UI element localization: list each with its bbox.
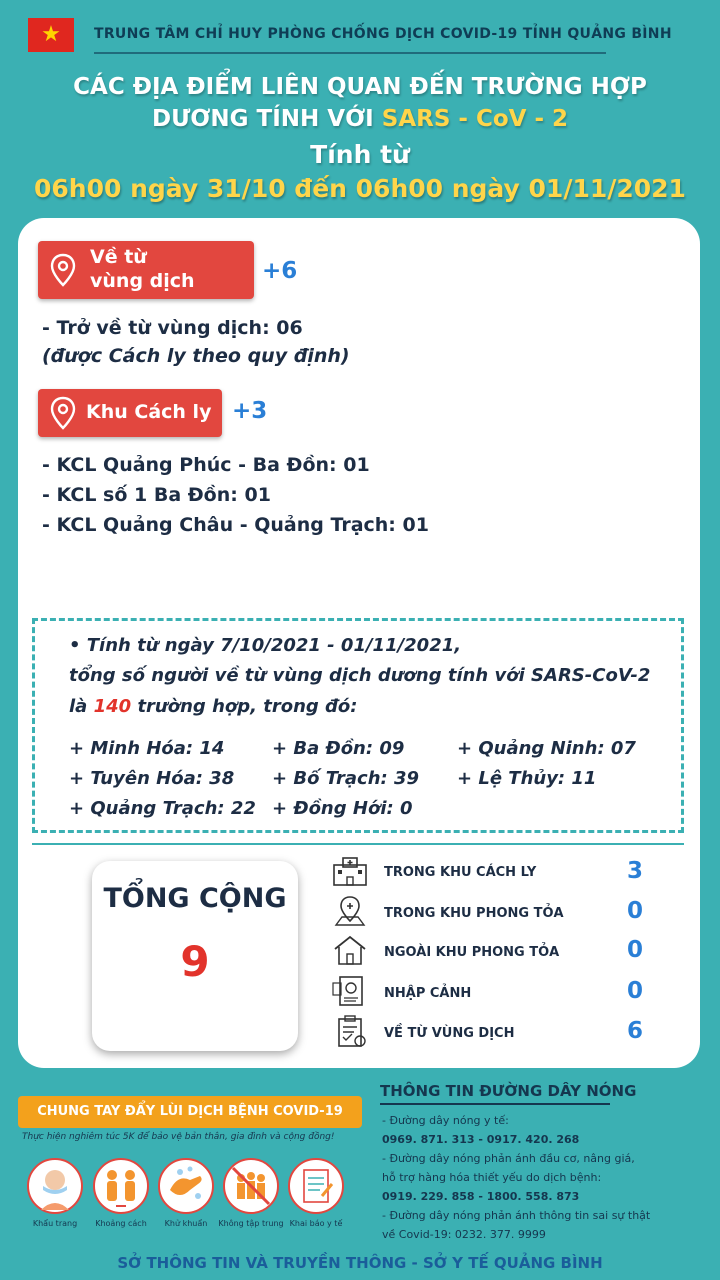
hotline-title: THÔNG TIN ĐƯỜNG DÂY NÓNG [380, 1082, 637, 1100]
district-count: + Đồng Hới: 0 [272, 798, 413, 819]
passport-icon [330, 975, 370, 1007]
total-value: 9 [180, 937, 210, 986]
stat-value: 6 [626, 1018, 643, 1044]
stat-value: 0 [626, 898, 643, 924]
since-label: Tính từ [310, 140, 410, 169]
campaign-item-label: Không tập trung [218, 1219, 284, 1228]
total-label: TỔNG CỘNG [103, 883, 287, 914]
district-count: + Ba Đồn: 09 [272, 738, 405, 759]
divider [94, 52, 606, 54]
title-line-2: DƯƠNG TÍNH VỚI SARS - CoV - 2 [152, 106, 568, 132]
hand-wash-icon [158, 1158, 214, 1214]
campaign-item-label: Khoảng cách [95, 1219, 147, 1228]
hotline-numbers: 0969. 871. 313 - 0917. 420. 268 [382, 1133, 580, 1146]
district-count: + Tuyên Hóa: 38 [69, 768, 235, 789]
district-count: + Lệ Thủy: 11 [457, 768, 597, 789]
distance-icon [93, 1158, 149, 1214]
stat-label: VỀ TỪ VÙNG DỊCH [384, 1026, 515, 1041]
location-pin-icon [50, 253, 76, 287]
footer-credit: SỞ THÔNG TIN VÀ TRUYỀN THÔNG - SỞ Y TẾ QUẢNG BÌNH [117, 1254, 603, 1272]
hotline-line: - Đường dây nóng phản ánh đầu cơ, nâng giá, [382, 1152, 635, 1165]
stat-value: 0 [626, 937, 643, 963]
hotline-line: về Covid-19: 0232. 377. 9999 [382, 1228, 546, 1241]
hotline-line: hỗ trợ hàng hóa thiết yếu do dịch bệnh: [382, 1171, 602, 1184]
delta-quarantine-zone: +3 [232, 398, 268, 424]
district-count: + Quảng Ninh: 07 [457, 738, 636, 759]
stat-value: 3 [626, 858, 643, 884]
title-line-1: CÁC ĐỊA ĐIỂM LIÊN QUAN ĐẾN TRƯỜNG HỢP [73, 74, 647, 100]
total-card [92, 861, 298, 1051]
district-count: + Bố Trạch: 39 [272, 768, 420, 789]
total-cumulative-count: 140 [93, 696, 132, 717]
district-count: + Quảng Trạch: 22 [69, 798, 256, 819]
tag-from-epidemic-area: Về từ vùng dịch [38, 241, 254, 299]
report-period: 06h00 ngày 31/10 đến 06h00 ngày 01/11/2021 [34, 174, 686, 203]
detail-line: (được Cách ly theo quy định) [42, 345, 350, 367]
stat-label: TRONG KHU CÁCH LY [384, 865, 537, 880]
campaign-item-label: Khẩu trang [32, 1219, 78, 1228]
stat-label: NGOÀI KHU PHONG TỎA [384, 945, 560, 960]
organization-name: TRUNG TÂM CHỈ HUY PHÒNG CHỐNG DỊCH COVID-19 TỈNH QUẢNG BÌNH [94, 26, 672, 42]
map-pin-icon [330, 895, 370, 927]
summary-line: là 140 trường hợp, trong đó: [69, 696, 358, 717]
detail-line: - KCL Quảng Phúc - Ba Đồn: 01 [42, 454, 370, 476]
detail-line: - KCL Quảng Châu - Quảng Trạch: 01 [42, 514, 429, 536]
main-card [18, 218, 700, 1068]
cumulative-summary-box [32, 618, 684, 833]
stat-value: 0 [626, 978, 643, 1004]
tag-quarantine-zone: Khu Cách ly [38, 389, 222, 437]
health-declaration-icon [288, 1158, 344, 1214]
virus-name: SARS - CoV - 2 [381, 106, 568, 132]
stat-label: TRONG KHU PHONG TỎA [384, 906, 564, 921]
campaign-subtitle: Thực hiện nghiêm túc 5K để bảo vệ bản thân, gia đình và cộng đồng! [22, 1132, 335, 1142]
divider [380, 1103, 610, 1105]
vietnam-flag-icon: ★ [28, 18, 74, 52]
location-pin-icon [50, 396, 76, 430]
hospital-icon [330, 855, 370, 887]
delta-from-epidemic-area: +6 [262, 258, 298, 284]
hotline-line: - Đường dây nóng phản ánh thông tin sai sự thật [382, 1209, 651, 1222]
summary-line: tổng số người về từ vùng dịch dương tính với SARS-CoV-2 [69, 665, 651, 686]
district-count: + Minh Hóa: 14 [69, 738, 225, 759]
detail-line: - KCL số 1 Ba Đồn: 01 [42, 484, 271, 506]
clipboard-icon [330, 1015, 370, 1047]
face-mask-icon [27, 1158, 83, 1214]
summary-line: • Tính từ ngày 7/10/2021 - 01/11/2021, [69, 635, 462, 656]
house-icon [330, 934, 370, 966]
campaign-item-label: Khai báo y tế [289, 1219, 343, 1228]
no-gathering-icon [223, 1158, 279, 1214]
campaign-item-label: Khử khuẩn [164, 1219, 208, 1228]
hotline-line: - Đường dây nóng y tế: [382, 1114, 509, 1127]
divider [32, 843, 684, 845]
stat-label: NHẬP CẢNH [384, 986, 472, 1001]
hotline-numbers: 0919. 229. 858 - 1800. 558. 873 [382, 1190, 580, 1203]
campaign-banner: CHUNG TAY ĐẨY LÙI DỊCH BỆNH COVID-19 [18, 1096, 362, 1128]
detail-line: - Trở về từ vùng dịch: 06 [42, 317, 303, 339]
